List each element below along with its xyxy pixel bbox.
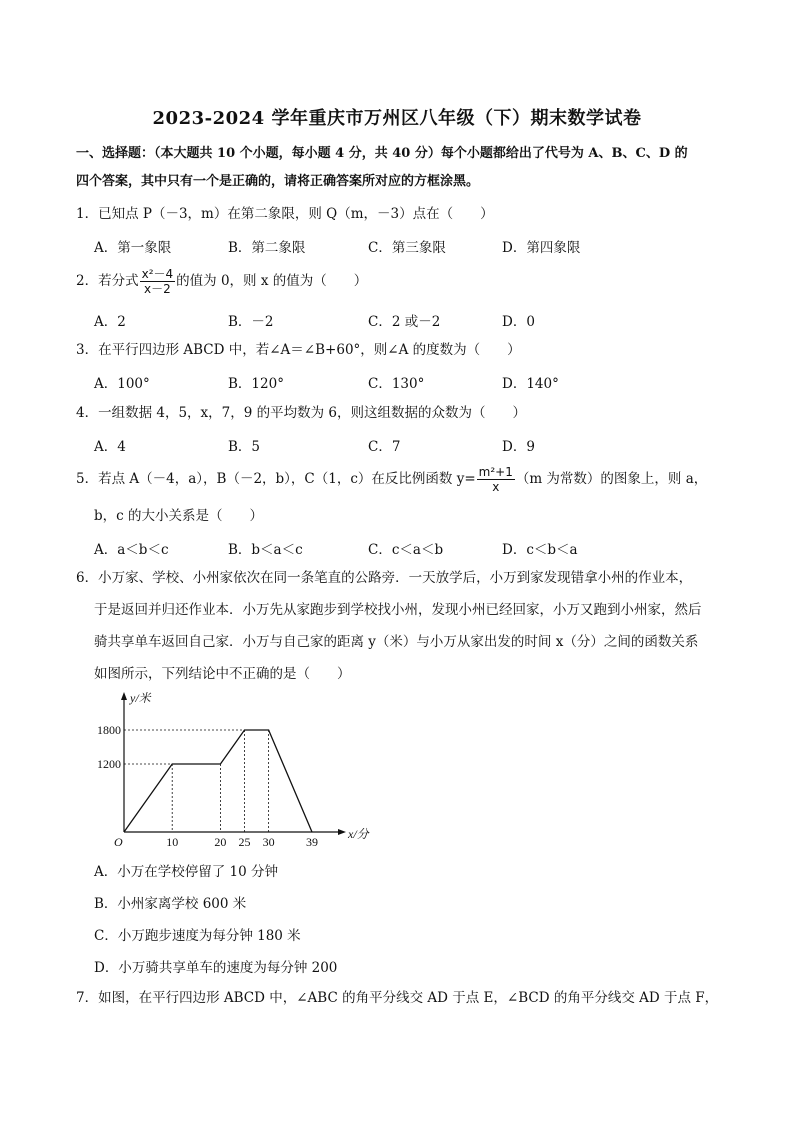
page-title: 2023-2024 学年重庆市万州区八年级（下）期末数学试卷 — [152, 108, 642, 129]
q2-stem-pre: 2．若分式 — [76, 273, 139, 289]
question-3-stem: 3．在平行四边形 ABCD 中，若∠A＝∠B+60°，则∠A 的度数为（ ） — [76, 342, 521, 358]
q5-option-c: C．c＜a＜b — [368, 542, 444, 558]
q6-option-c: C．小万跑步速度为每分钟 180 米 — [94, 928, 301, 944]
x-axis-label: x/分 — [348, 827, 369, 841]
q1-option-b: B．第二象限 — [228, 240, 306, 256]
y-axis-arrow — [121, 692, 127, 700]
q5-stem-post: （m 为常数）的图象上，则 a， — [515, 471, 708, 487]
q5-stem-pre: 5．若点 A（－4，a），B（－2，b），C（1，c）在反比例函数 y= — [76, 471, 476, 487]
series-line — [124, 730, 312, 832]
q2-option-d: D．0 — [502, 314, 535, 330]
q6-option-a: A．小万在学校停留了 10 分钟 — [94, 864, 279, 880]
q5-option-a: A．a＜b＜c — [94, 542, 169, 558]
origin-label: O — [114, 835, 123, 849]
q2-denominator: x－2 — [144, 282, 171, 296]
q5-option-d: D．c＜b＜a — [502, 542, 578, 558]
q1-option-d: D．第四象限 — [502, 240, 581, 256]
x-axis-arrow — [338, 829, 346, 835]
q2-option-a: A．2 — [94, 314, 126, 330]
question-2-stem — [76, 266, 726, 296]
section-instruction-line1: 一、选择题：（本大题共 10 个小题，每小题 4 分，共 40 分）每个小题都给出了代号为 A、B、C、D 的 — [76, 146, 688, 161]
q5-option-b: B．b＜a＜c — [228, 542, 303, 558]
x-tick-label-25: 25 — [238, 835, 251, 849]
q5-denominator: x — [492, 480, 500, 494]
q3-option-a: A．100° — [94, 376, 150, 392]
q6-option-b: B．小州家离学校 600 米 — [94, 896, 247, 912]
q2-option-b: B．－2 — [228, 314, 274, 330]
q4-option-c: C．7 — [368, 439, 401, 455]
question-4-stem: 4．一组数据 4，5，x，7，9 的平均数为 6，则这组数据的众数为（ ） — [76, 405, 527, 421]
q5-fraction — [477, 465, 515, 494]
q2-stem-post: 的值为 0，则 x 的值为（ ） — [176, 273, 368, 289]
q2-numerator: x²－4 — [141, 267, 174, 281]
q4-option-a: A．4 — [94, 439, 126, 455]
distance-time-graph — [97, 690, 369, 850]
q4-option-b: B．5 — [228, 439, 261, 455]
q1-option-c: C．第三象限 — [368, 240, 446, 256]
x-tick-label-20: 20 — [214, 835, 227, 849]
question-5-stem — [76, 464, 726, 494]
x-tick-label-39: 39 — [306, 835, 318, 849]
question-7-stem: 7．如图，在平行四边形 ABCD 中，∠ABC 的角平分线交 AD 于点 E，∠BCD 的角平分线交 AD 于点 F， — [76, 990, 719, 1006]
x-tick-label-30: 30 — [262, 835, 275, 849]
q4-option-d: D．9 — [502, 439, 535, 455]
x-tick-label-10: 10 — [166, 835, 179, 849]
q6-option-d: D．小万骑共享单车的速度为每分钟 200 — [94, 960, 338, 976]
y-tick-label-1200: 1200 — [97, 757, 121, 771]
question-6-line2: 于是返回并归还作业本．小万先从家跑步到学校找小州，发现小州已经回家，小万又跑到小州家，然后 — [94, 602, 702, 618]
q5-numerator: m²+1 — [478, 465, 513, 479]
y-axis-label: y/米 — [130, 691, 151, 705]
q2-fraction — [140, 267, 176, 296]
q3-option-d: D．140° — [502, 376, 559, 392]
question-6-line3: 骑共享单车返回自己家．小万与自己家的距离 y（米）与小万从家出发的时间 x（分）之间的函数关系 — [94, 634, 699, 650]
q1-option-a: A．第一象限 — [94, 240, 172, 256]
q2-option-c: C．2 或－2 — [368, 314, 441, 330]
question-6-line4: 如图所示，下列结论中不正确的是（ ） — [94, 666, 351, 682]
q3-option-b: B．120° — [228, 376, 284, 392]
question-5-line2: b，c 的大小关系是（ ） — [94, 508, 263, 524]
question-6-line1: 6．小万家、学校、小州家依次在同一条笔直的公路旁．一天放学后，小万到家发现错拿小州的作业本， — [76, 570, 693, 586]
question-1-stem: 1．已知点 P（－3，m）在第二象限，则 Q（m，－3）点在（ ） — [76, 206, 494, 222]
section-instruction-line2: 四个答案，其中只有一个是正确的，请将正确答案所对应的方框涂黑。 — [76, 174, 480, 189]
y-tick-label-1800: 1800 — [97, 723, 121, 737]
q3-option-c: C．130° — [368, 376, 425, 392]
